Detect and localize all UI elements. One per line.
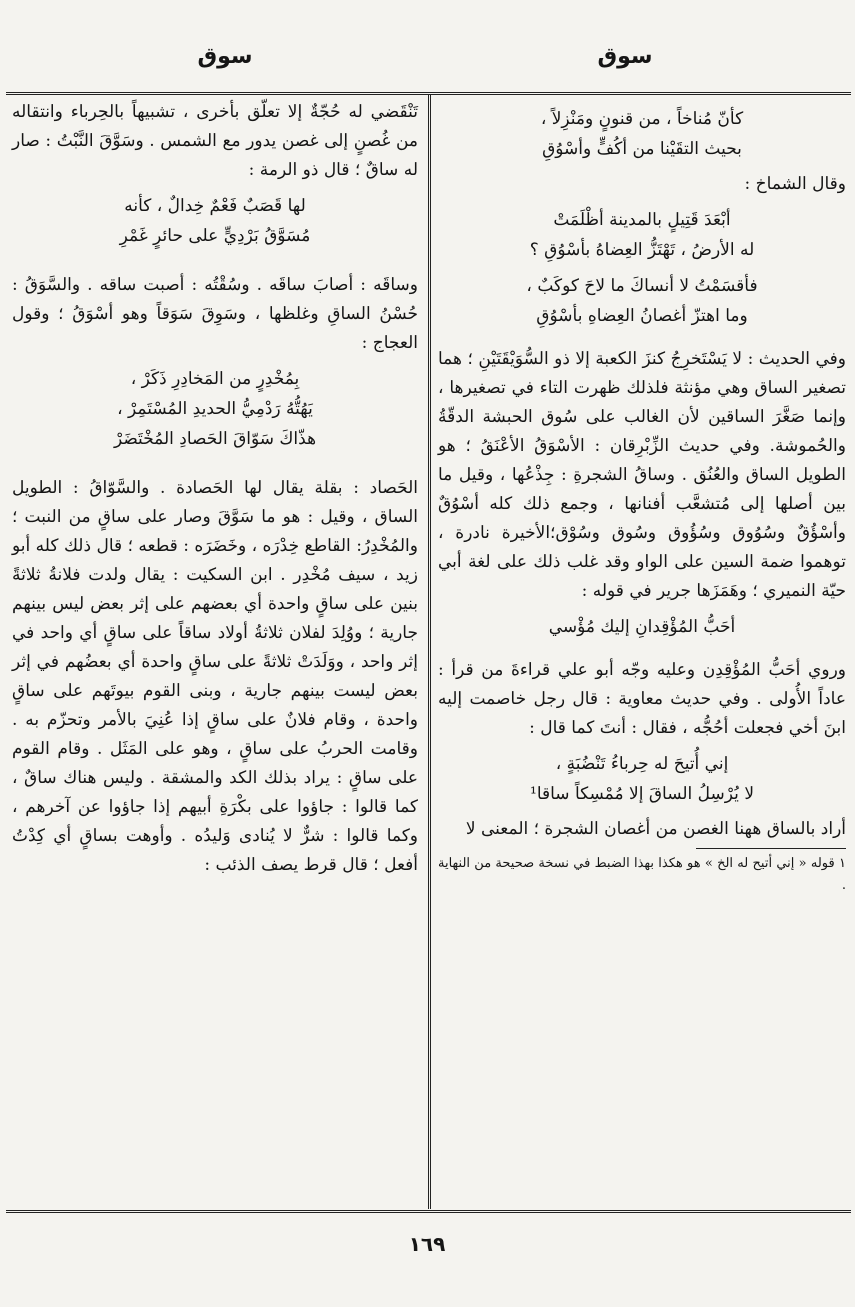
verse-line: أحَبُّ المُؤْقِدانِ إليك مُؤْسي bbox=[548, 617, 736, 637]
right-column bbox=[438, 98, 846, 897]
verse-line: هذّاكَ سَوّاقَ الحَصادِ المُخْتَضَرْ bbox=[113, 429, 317, 449]
paragraph-rawi: وروي أحَبُّ المُؤْقِدِن وعليه وجّه أبو علي قراءةَ من قرأ : عاداً الأُولى . وفي حديث معاوية : قال رجل خاصمت إليه ابنَ أخي فجعلت أحُجُّه ، فقال : أنتَ كما قال : bbox=[438, 660, 846, 738]
verse-1 bbox=[12, 191, 418, 251]
footnote-rule bbox=[696, 848, 846, 849]
verse-line: أبْعَدَ قَتِيلٍ بالمدينة أظْلَمَتْ bbox=[553, 210, 731, 230]
header-right-word: سوق bbox=[597, 44, 653, 69]
verse-line: لها قَصَبٌ فَعْمٌ خِدالٌ ، كأنه bbox=[124, 196, 306, 216]
column-divider bbox=[428, 94, 431, 1209]
verse-line: مُسَوَّقُ بَرْدِيٍّ على حائرٍ غَمْرِ bbox=[119, 226, 311, 246]
header-left-word: سوق bbox=[197, 44, 253, 69]
left-column bbox=[12, 98, 418, 880]
bottom-rule bbox=[6, 1210, 851, 1213]
verse-line: وما اهتزّ أغصانُ العِضاهِ بأسْوُقِ bbox=[536, 306, 748, 326]
verse-3 bbox=[438, 271, 846, 331]
verse-line: لا يُرْسِلُ الساقَ إلا مُمْسِكاً ساقا¹ bbox=[529, 784, 755, 804]
paragraph-2: وساقَه : أصابَ ساقَه . وسُقْتُه : أصبت ساقه . والسَّوَقُ : حُسْنُ الساقِ وغلظها ، وسَوِقَ سَوَقاً وهو أسْوَقُ ؛ وقول العجاج : bbox=[12, 275, 418, 353]
verse-line: إني أُتيحَ له حِرباءُ تَنْضُبَةٍ ، bbox=[555, 754, 729, 774]
verse-line: يَهُتُّهُ رَدْمِيُّ الحديدِ المُسْتَمِرْ ، bbox=[117, 399, 313, 419]
paragraph-3: الحَصاد : بقلة يقال لها الحَصادة . والسَّوّاقُ : الطويل الساق ، وقيل : هو ما سَوَّقَ وصار على ساقٍ من النبت ؛ والمُخْدِرُ: القاطع خِدْرَه ، وخَضَرَه : قطعه ؛ قال ذلك كله أبو زيد ، سيف مُخْدِر . ابن السكيت : يقال ولدت فلانةُ ثلاثةً بنين على ساقٍ واحدة أي بعضهم على إثر بعض ليس بينهم جارية ؛ ووُلِدَ لفلان ثلاثةُ أولاد ساقاً على ساقٍ أي واحد في إثر واحد ، ووَلَدَتْ ثلاثةً على ساقٍ واحدة أي بعضُهم في إثر بعض ليست بينهم جارية ، وبنى القوم بيوتَهم على ساقٍ واحدة ، وقام فلانٌ على ساقٍ إذا عُنِيَ بالأمر وتحزّم به . وقامت الحربُ على ساقٍ ، وهو على المَثَل . وقام القوم على ساقٍ : يراد بذلك الكد والمشقة . وليس هناك ساقٌ ، كما قالوا : جاؤوا على بكْرَةِ أبيهم إذا جاؤوا عن آخرهم ، وكما قالوا : شرٌّ لا يُنادى وَليدُه . وأوهت بساقٍ أي كِدْتُ أفعل ؛ قال قرط يصف الذئب : bbox=[12, 478, 418, 875]
verse-line: له الأرضُ ، تَهْتَزُّ العِضاهُ بأسْوُقِ ؟ bbox=[529, 240, 755, 260]
verse-1 bbox=[438, 104, 846, 164]
verse-line: كأنّ مُناخاً ، من قنونٍ ومَنْزِلاً ، bbox=[540, 109, 744, 129]
verse-5 bbox=[438, 749, 846, 809]
verse-4 bbox=[438, 612, 846, 642]
paragraph-hadith: وفي الحديث : لا يَسْتَخرِجُ كنزَ الكعبة إلا ذو السُّوَيْقَتَيْنِ ؛ هما تصغير الساق وهي مؤنثة فلذلك ظهرت التاء في تصغيرها ، وإنما صَغَّرَ الساقين لأن الغالب على سُوق الحبشة الدقّةُ والحُموشة. وفي حديث الزِّبْرِقان : الأسْوَقُ الأعْنَقُ ؛ هو الطويل الساق والعُنُق . وساقُ الشجرةِ : جِذْعُها ، وقيل ما بين أصلها إلى مُتشعَّب أفنانها ، وجمع ذلك كله أسْوُقٌ وأسْؤُقٌ وسُوُوق وسُؤُوق وسُوق وسُوْق؛الأخيرة نادرة ، توهموا ضمة السين على الواو وقد غلب ذلك على لغة أبي حيّة النميري ؛ وهَمَزَها جرير في قوله : bbox=[438, 349, 846, 601]
page-number: ١٦٩ bbox=[408, 1232, 446, 1256]
intro-shammakh: وقال الشماخ : bbox=[744, 174, 846, 194]
verse-line: بِمُخْدِرٍ من المَخادِرِ ذَكَرْ ، bbox=[130, 369, 300, 389]
footnote: ١ قوله « إني أتيح له الخ » هو هكذا بهذا الضبط في نسخة صحيحة من النهاية . bbox=[438, 856, 846, 893]
verse-line: فأقسَمْتُ لا أنساكَ ما لاحَ كوكَبٌ ، bbox=[526, 276, 758, 296]
verse-2 bbox=[438, 205, 846, 265]
verse-line: بحيث التقَيْنا من أكُفٍّ وأسْوُقِ bbox=[542, 139, 742, 159]
paragraph-arad: أراد بالساق ههنا الغصن من أغصان الشجرة ؛ المعنى لا bbox=[465, 819, 846, 839]
paragraph-1: تَنْقَضي له حُجّةٌ إلا تعلّق بأخرى ، تشبيهاً بالحِرباء وانتقاله من غُصنٍ إلى غصن يدور مع الشمس . وسَوَّقَ النَّبْتُ : صار له ساقٌ ؛ قال ذو الرمة : bbox=[12, 102, 418, 180]
verse-2 bbox=[12, 364, 418, 454]
